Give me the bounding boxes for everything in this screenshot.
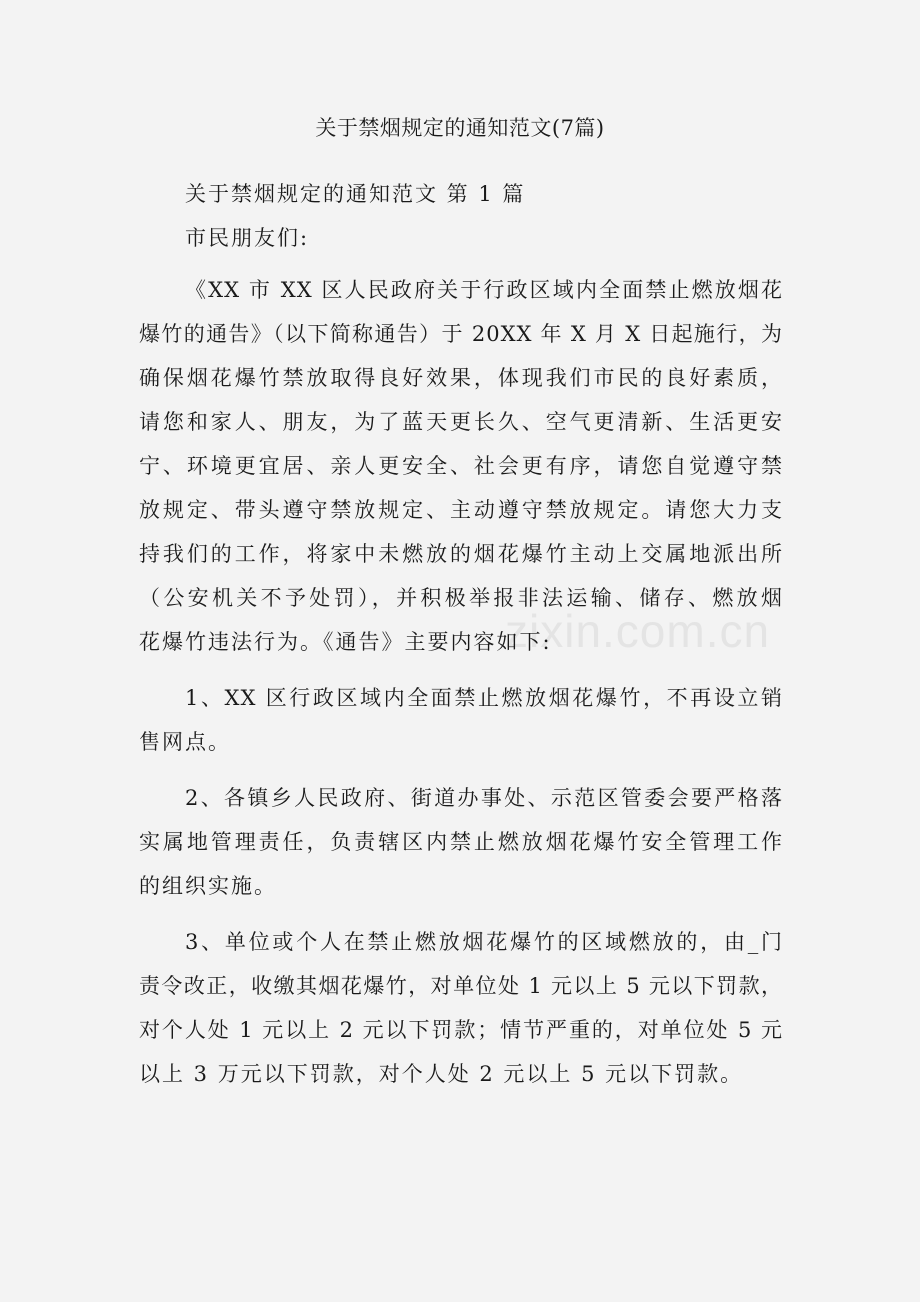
- list-item-line: 1、XX 区行政区域内全面禁止燃放烟花爆竹，不再设立销: [185, 686, 783, 710]
- list-item-line: 售网点。: [139, 730, 231, 754]
- list-item-2: [139, 776, 783, 908]
- salutation: 市民朋友们:: [185, 226, 310, 250]
- list-item-line: 以上 3 万元以下罚款，对个人处 2 元以上 5 元以下罚款。: [139, 1062, 744, 1086]
- paragraph-line: 确保烟花爆竹禁放取得良好效果，体现我们市民的良好素质，: [139, 366, 783, 390]
- paragraph-line: 持我们的工作，将家中未燃放的烟花爆竹主动上交属地派出所: [139, 542, 783, 566]
- paragraph-line: 爆竹的通告》（以下简称通告）于 20XX 年 X 月 X 日起施行，为: [139, 322, 783, 346]
- document-body: [139, 172, 783, 1096]
- watermark: zixin.com.cn: [505, 605, 771, 657]
- list-item-line: 责令改正，收缴其烟花爆竹，对单位处 1 元以上 5 元以下罚款，: [139, 974, 783, 998]
- paragraph-line: 宁、环境更宜居、亲人更安全、社会更有序，请您自觉遵守禁: [139, 454, 783, 478]
- list-item-line: 对个人处 1 元以上 2 元以下罚款；情节严重的，对单位处 5 元: [139, 1018, 783, 1042]
- list-item-1: [139, 676, 783, 764]
- list-item-line: 的组织实施。: [139, 874, 277, 898]
- list-item-line: 3、单位或个人在禁止燃放烟花爆竹的区域燃放的，由_门: [185, 930, 783, 954]
- paragraph-line: 放规定、带头遵守禁放规定、主动遵守禁放规定。请您大力支: [139, 498, 783, 522]
- document-title: 关于禁烟规定的通知范文(7篇): [315, 116, 605, 140]
- list-item-line: 2、各镇乡人民政府、街道办事处、示范区管委会要严格落: [185, 786, 783, 810]
- section-heading: 关于禁烟规定的通知范文 第 1 篇: [185, 182, 526, 206]
- paragraph-intro: [139, 268, 783, 664]
- paragraph-line: 《XX 市 XX 区人民政府关于行政区域内全面禁止燃放烟花: [185, 278, 783, 302]
- paragraph-line: （公安机关不予处罚），并积极举报非法运输、储存、燃放烟: [139, 586, 783, 610]
- paragraph-line: 请您和家人、朋友，为了蓝天更长久、空气更清新、生活更安: [139, 410, 783, 434]
- list-item-3: [139, 920, 783, 1096]
- list-item-line: 实属地管理责任，负责辖区内禁止燃放烟花爆竹安全管理工作: [139, 830, 783, 854]
- paragraph-line: 花爆竹违法行为。《通告》主要内容如下:: [139, 630, 552, 654]
